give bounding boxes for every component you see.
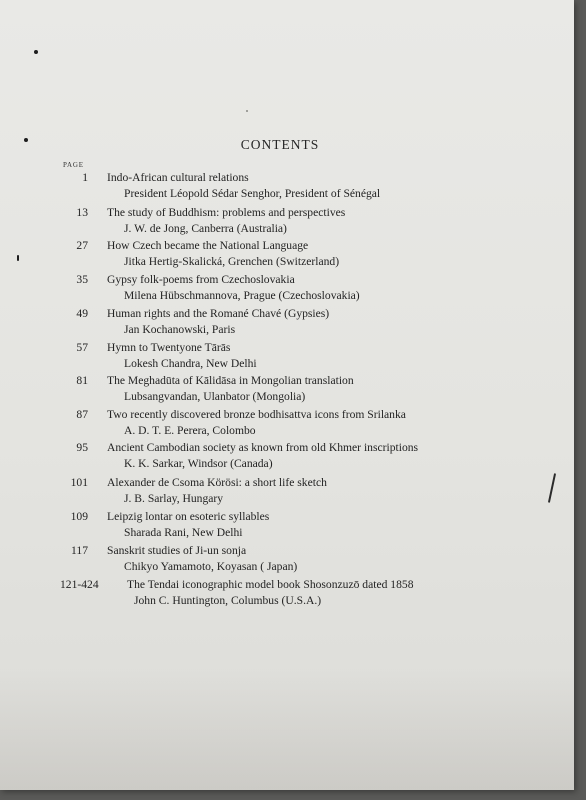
article-author: K. K. Sarkar, Windsor (Canada): [124, 457, 273, 470]
article-title: The Meghadūta of Kālidāsa in Mongolian translation: [107, 374, 354, 387]
article-author: J. W. de Jong, Canberra (Australia): [124, 222, 287, 235]
page-number: 95: [76, 441, 88, 454]
page-number: 57: [76, 341, 88, 354]
article-author: Jan Kochanowski, Paris: [124, 323, 236, 336]
page-number: 35: [76, 273, 88, 286]
article-author: J. B. Sarlay, Hungary: [124, 492, 224, 505]
page-number: 101: [70, 476, 88, 489]
pen-mark: [548, 473, 556, 503]
contents-heading: CONTENTS: [240, 137, 320, 152]
article-title: Hymn to Twentyone Tārās: [107, 341, 231, 354]
page-number: 109: [70, 510, 88, 523]
article-title: The study of Buddhism: problems and perspectives: [107, 206, 346, 219]
article-title: Human rights and the Romané Chavé (Gypsies): [107, 307, 330, 320]
article-author: President Léopold Sédar Senghor, President of Sénégal: [124, 187, 381, 200]
page-number: 121-424: [60, 578, 99, 591]
article-title: How Czech became the National Language: [107, 239, 309, 252]
article-title: Alexander de Csoma Körösi: a short life sketch: [107, 476, 327, 489]
page-number: 87: [76, 408, 88, 421]
article-author: Jitka Hertig-Skalická, Grenchen (Switzerland): [124, 255, 340, 268]
article-author: Lubsangvandan, Ulanbator (Mongolia): [124, 390, 306, 403]
page-number: 117: [71, 544, 88, 557]
article-title: Leipzig lontar on esoteric syllables: [107, 510, 270, 523]
article-title: Indo-African cultural relations: [107, 171, 249, 184]
page-column-label: PAGE: [63, 161, 84, 169]
article-author: Lokesh Chandra, New Delhi: [124, 357, 257, 370]
ink-spot: [34, 50, 38, 54]
page-number: 27: [76, 239, 88, 252]
page-number: 49: [76, 307, 88, 320]
article-title: Gypsy folk-poems from Czechoslovakia: [107, 273, 295, 286]
article-title: The Tendai iconographic model book Shosonzuzō dated 1858: [127, 578, 414, 591]
article-author: Milena Hübschmannova, Prague (Czechoslovakia): [124, 289, 360, 302]
article-title: Ancient Cambodian society as known from old Khmer inscriptions: [107, 441, 419, 454]
article-title: Two recently discovered bronze bodhisattva icons from Srilanka: [107, 408, 406, 421]
ink-spot: [246, 110, 248, 112]
article-author: Chikyo Yamamoto, Koyasan ( Japan): [124, 560, 298, 573]
article-author: Sharada Rani, New Delhi: [124, 526, 243, 539]
article-title: Sanskrit studies of Ji-un sonja: [107, 544, 247, 557]
page-number: 13: [76, 206, 88, 219]
page-number: 81: [76, 374, 88, 387]
article-author: John C. Huntington, Columbus (U.S.A.): [134, 594, 322, 607]
ink-spot: [17, 255, 19, 261]
article-author: A. D. T. E. Perera, Colombo: [124, 424, 256, 437]
page-number: 1: [82, 171, 88, 184]
